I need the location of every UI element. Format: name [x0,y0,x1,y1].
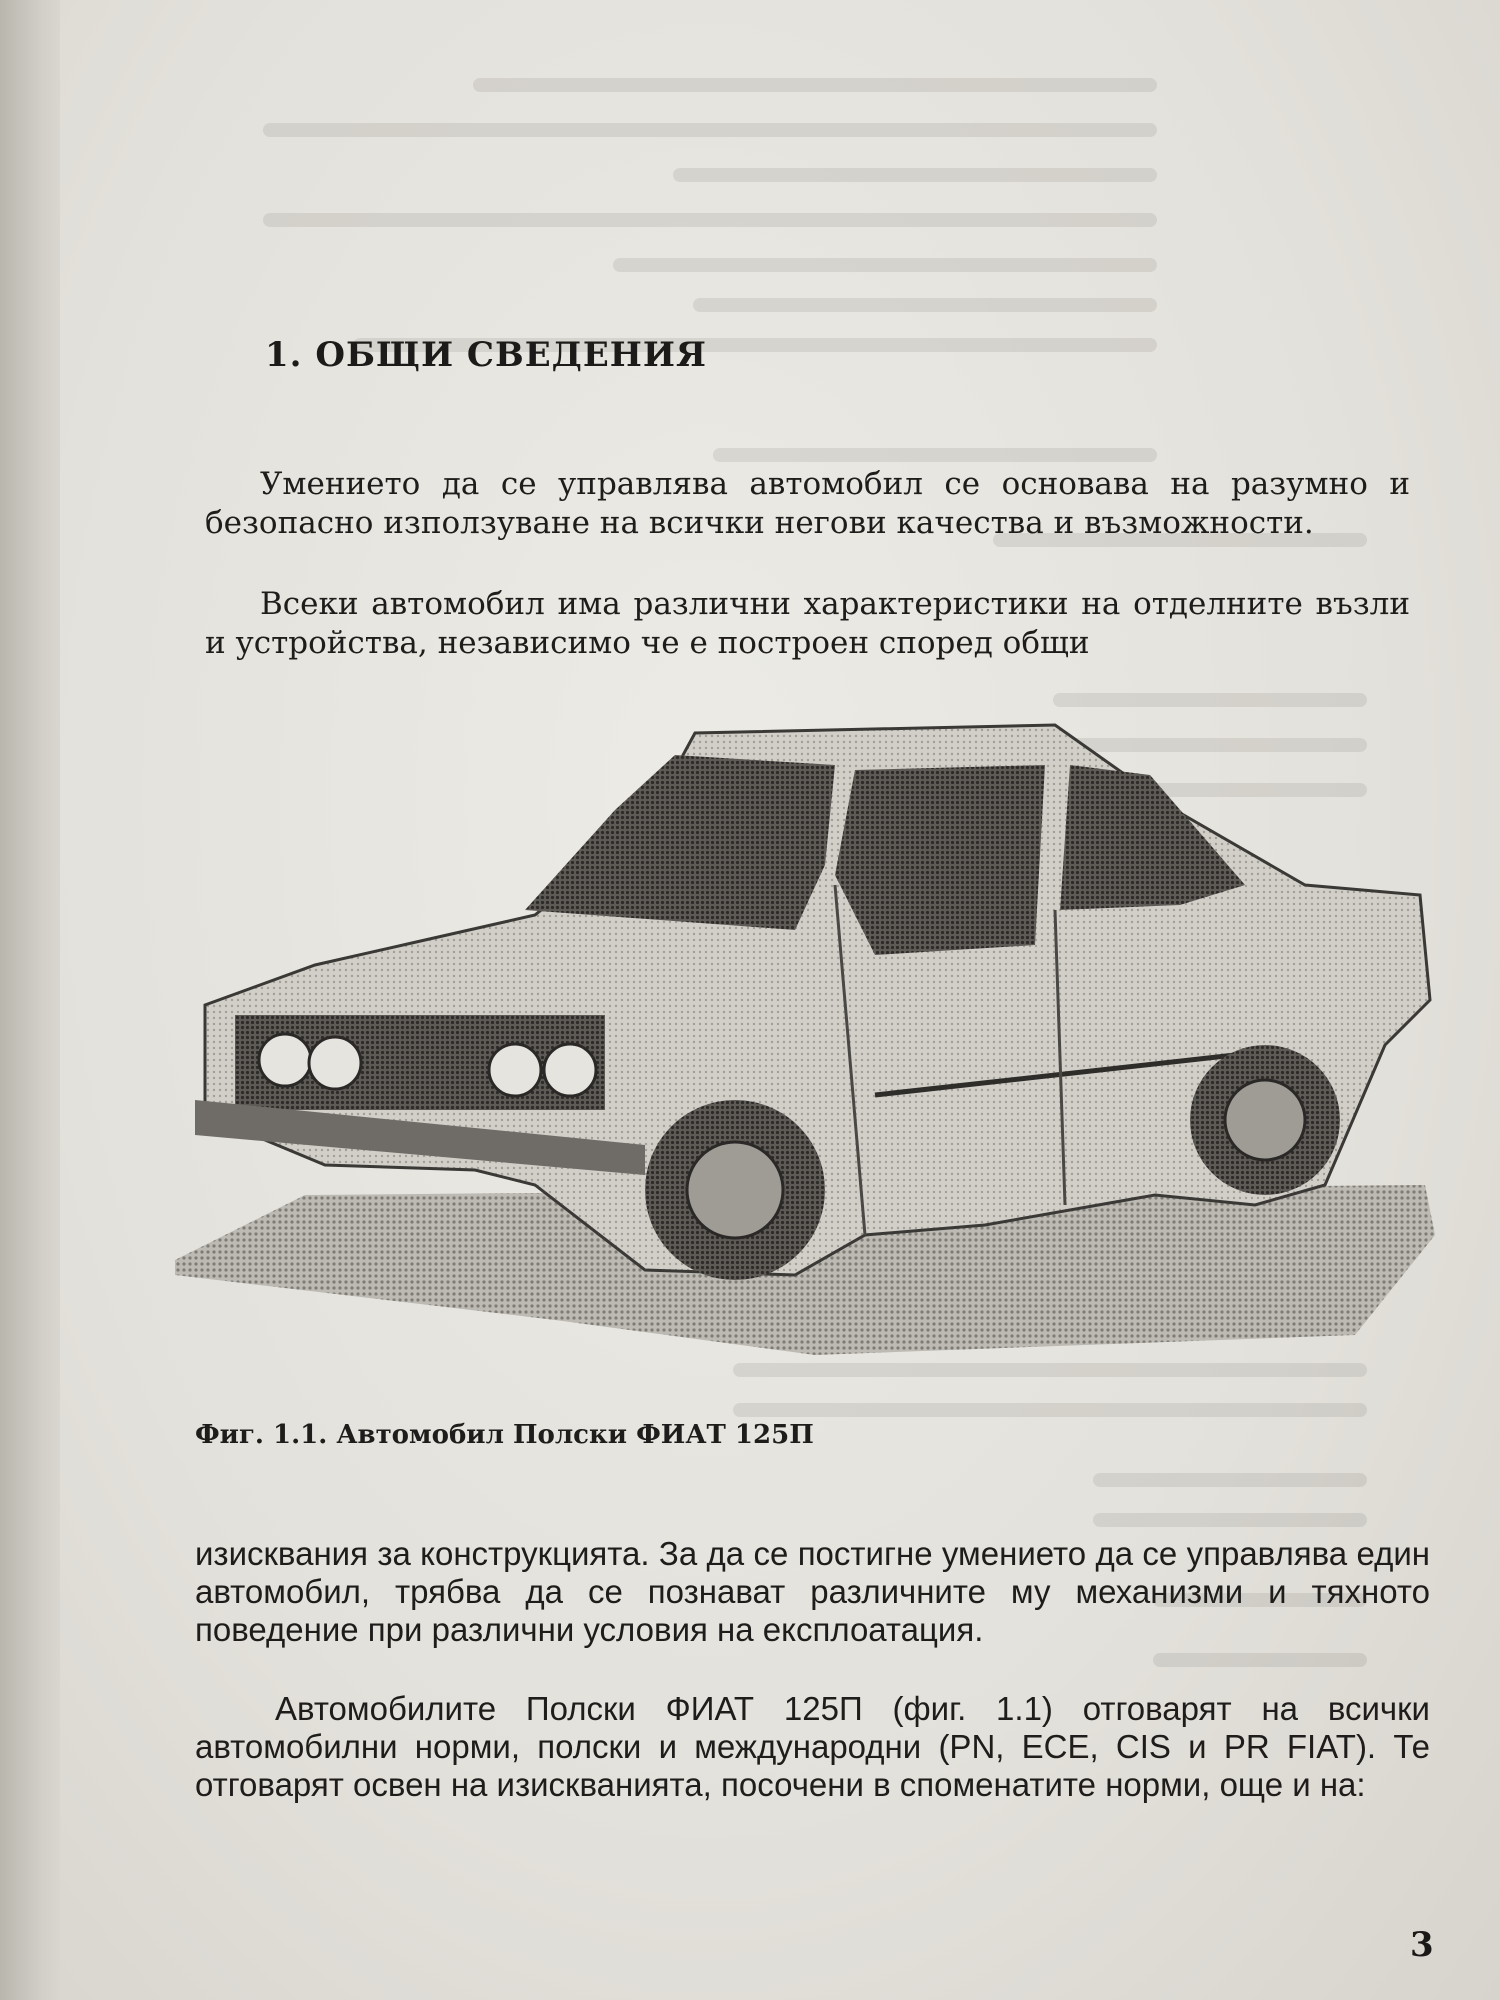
car-windshield [525,755,835,930]
paragraph-2: Всеки автомобил има различни характеристики на отделните възли и устройства, независимо че е построен според общи [205,586,1410,661]
paragraph-4: Автомобилите Полски ФИАТ 125П (фиг. 1.1) отговарят на всички автомобилни норми, полски и международни (PN, ECE, CIS и PR FIAT). Те отговарят освен на изискванията, посочени в споменатите норми, още и на: [195,1690,1430,1803]
front-wheel-hub [687,1142,783,1238]
paragraph-1: Умението да се управлява автомобил се основава на разумно и безопасно използуване на всички негови качества и възможности. [205,466,1410,541]
paragraph-3: изисквания за конструкцията. За да се постигне умението да се управлява един автомобил, трябва да се познават различните му механизми и тяхното поведение при различни условия на експлоатация. [195,1535,1430,1648]
headlight [259,1034,311,1086]
book-page [60,0,1500,2000]
section-heading: 1. ОБЩИ СВЕДЕНИЯ [265,335,708,375]
car-front-window [835,765,1045,955]
headlight [544,1044,596,1096]
rear-wheel-hub [1225,1080,1305,1160]
car-photo [175,715,1435,1355]
page-number: 3 [1410,1925,1434,1965]
headlight [489,1044,541,1096]
figure-caption: Фиг. 1.1. Автомобил Полски ФИАТ 125П [195,1420,814,1450]
headlight [309,1037,361,1089]
